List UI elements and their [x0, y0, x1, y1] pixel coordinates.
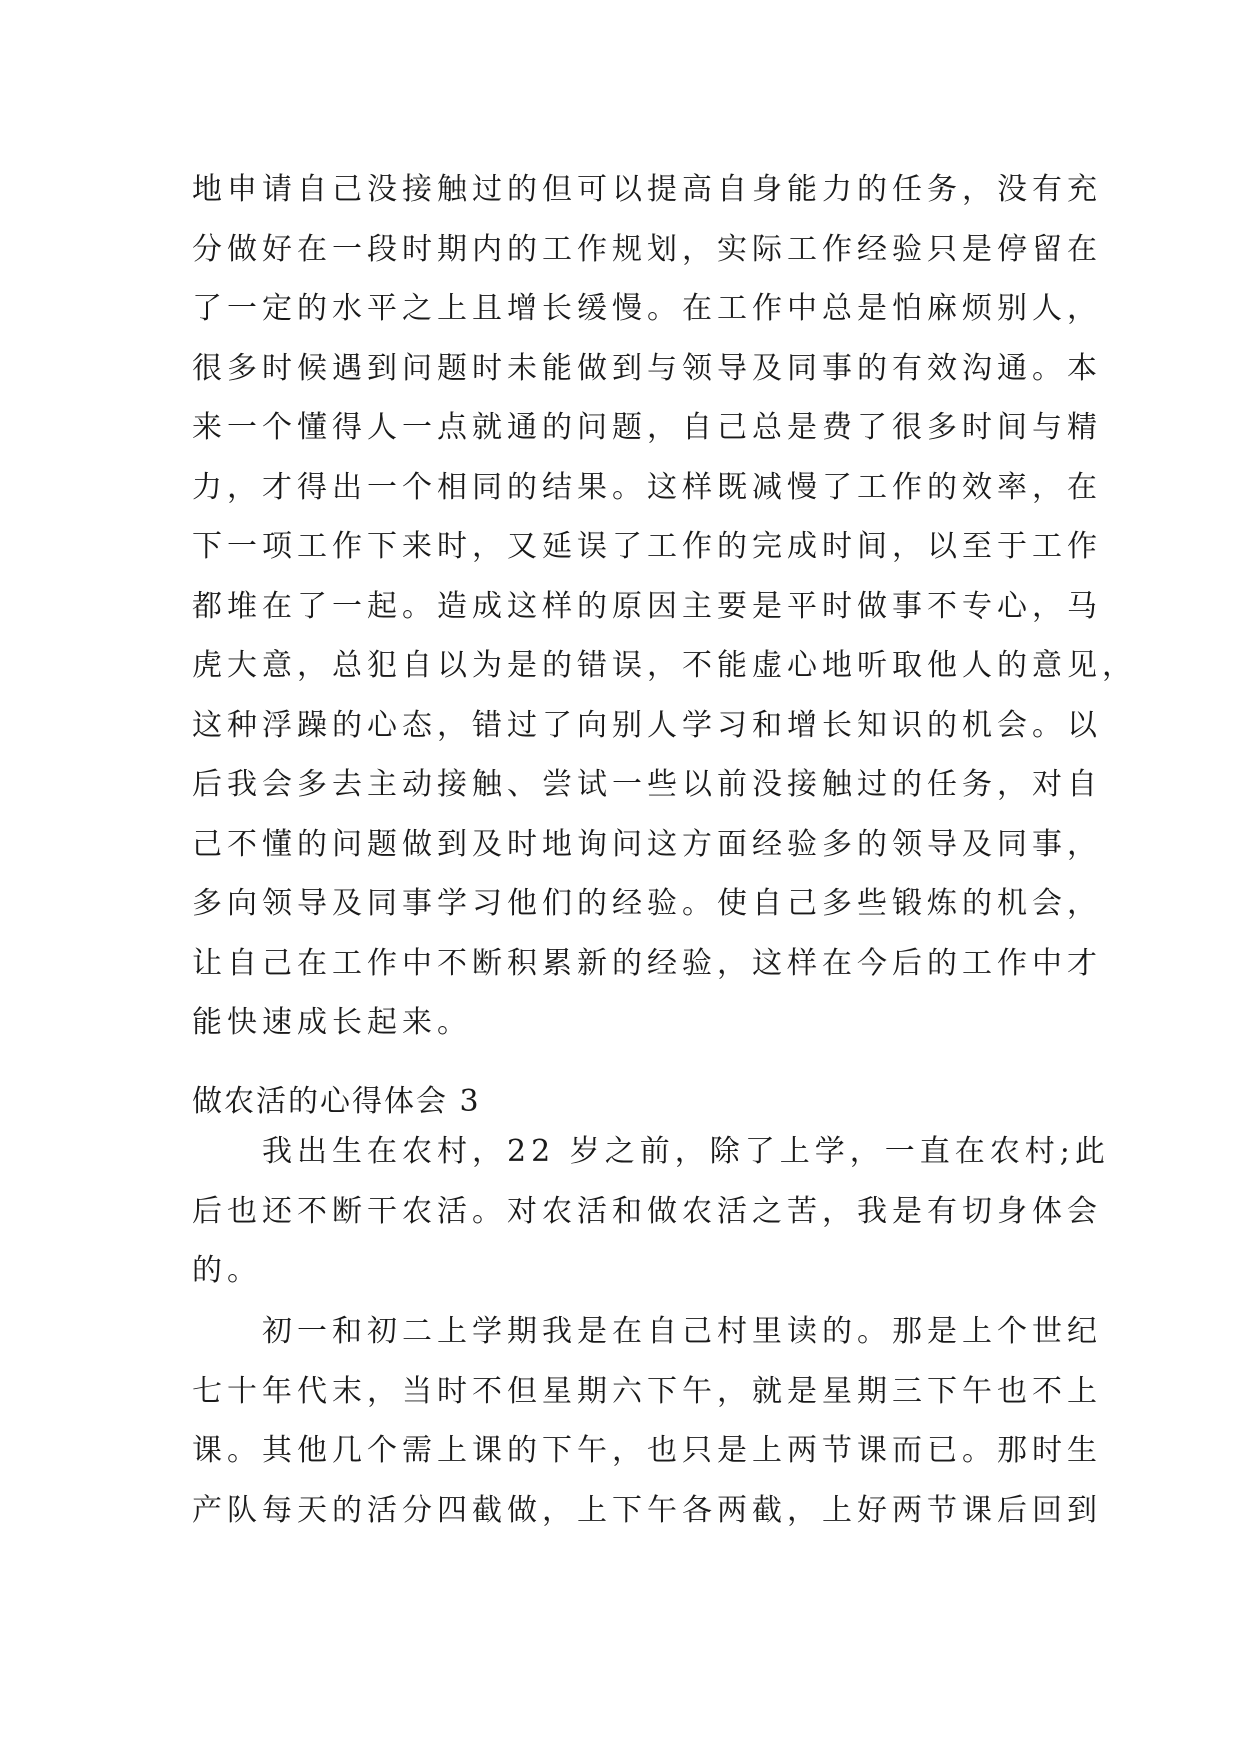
- text-line: 了一定的水平之上且增长缓慢。在工作中总是怕麻烦别人，: [192, 291, 1102, 326]
- text-line: 初一和初二上学期我是在自己村里读的。那是上个世纪: [192, 1314, 1102, 1349]
- text-line: 让自己在工作中不断积累新的经验，这样在今后的工作中才: [192, 945, 1102, 981]
- paragraph: [192, 1302, 1102, 1540]
- text-line: 多向领导及同事学习他们的经验。使自己多些锻炼的机会，: [192, 886, 1102, 921]
- text-line: 力，才得出一个相同的结果。这样既减慢了工作的效率，在: [192, 469, 1102, 505]
- text-line: 课。其他几个需上课的下午，也只是上两节课而已。那时生: [192, 1433, 1102, 1468]
- section-heading: 做农活的心得体会 3: [192, 1084, 481, 1119]
- continuation-paragraph: [192, 160, 1137, 1053]
- text-line: 下一项工作下来时，又延误了工作的完成时间，以至于工作: [192, 529, 1102, 564]
- text-line: 后也还不断干农活。对农活和做农活之苦，我是有切身体会: [192, 1193, 1102, 1229]
- text-line: 后我会多去主动接触、尝试一些以前没接触过的任务，对自: [192, 767, 1102, 802]
- text-line: 都堆在了一起。造成这样的原因主要是平时做事不专心，马: [192, 588, 1102, 624]
- text-line: 很多时候遇到问题时未能做到与领导及同事的有效沟通。本: [192, 350, 1102, 386]
- text-line: 的。: [192, 1253, 262, 1288]
- text-line: 七十年代末，当时不但星期六下午，就是星期三下午也不上: [192, 1373, 1102, 1409]
- text-line: 来一个懂得人一点就通的问题，自己总是费了很多时间与精: [192, 410, 1102, 445]
- text-line: 产队每天的活分四截做，上下午各两截，上好两节课后回到: [192, 1492, 1102, 1528]
- text-line: 分做好在一段时期内的工作规划，实际工作经验只是停留在: [192, 231, 1102, 267]
- text-line: 地申请自己没接触过的但可以提高自身能力的任务，没有充: [192, 172, 1102, 207]
- text-line: 这种浮躁的心态，错过了向别人学习和增长知识的机会。以: [192, 707, 1102, 743]
- paragraph: [192, 1122, 1110, 1301]
- text-line: 我出生在农村，22 岁之前，除了上学，一直在农村;此: [192, 1134, 1110, 1169]
- text-line: 虎大意，总犯自以为是的错误，不能虚心地听取他人的意见，: [192, 648, 1137, 683]
- text-line: 能快速成长起来。: [192, 1005, 472, 1040]
- text-line: 己不懂的问题做到及时地询问这方面经验多的领导及同事，: [192, 826, 1102, 862]
